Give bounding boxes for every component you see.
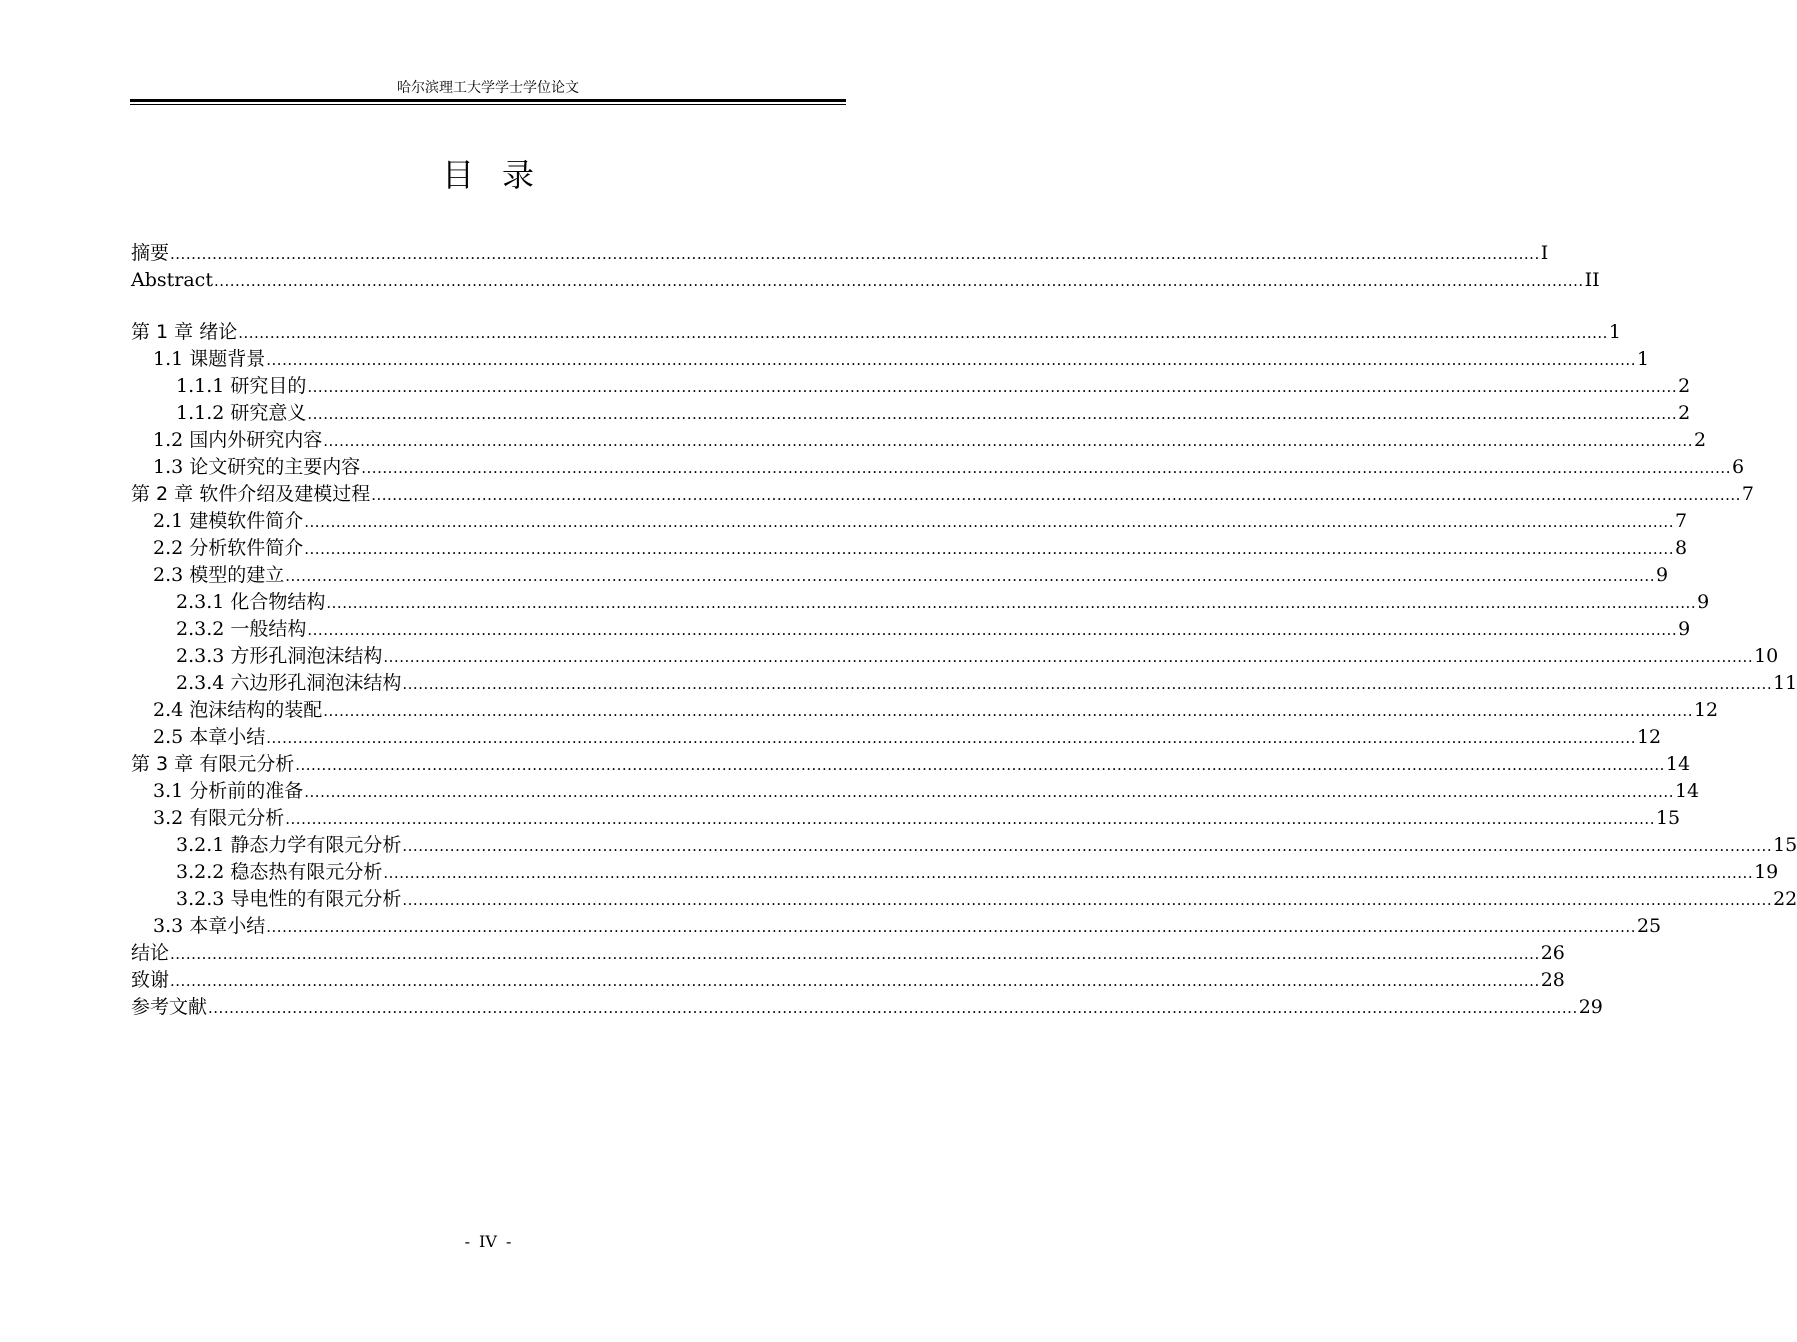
toc-entry-page: 9	[1697, 591, 1710, 613]
toc-entry-label: 3.2 有限元分析	[153, 807, 285, 829]
toc-dot-leader: ....................................................................................................................................................................................................................................................................	[295, 756, 1665, 774]
toc-entry-label: 2.4 泡沫结构的装配	[153, 699, 323, 721]
toc-entry-label: 2.5 本章小结	[153, 726, 266, 748]
toc-entry[interactable]	[131, 778, 1700, 805]
toc-dot-leader: ....................................................................................................................................................................................................................................................................	[304, 783, 1674, 801]
toc-entry[interactable]	[131, 805, 1681, 832]
toc-entry-label: 3.1 分析前的准备	[153, 780, 304, 802]
toc-dot-leader: ....................................................................................................................................................................................................................................................................	[323, 432, 1693, 450]
toc-entry-page: 9	[1655, 564, 1669, 586]
toc-dot-leader: ....................................................................................................................................................................................................................................................................	[238, 324, 1608, 342]
toc-dot-leader: ....................................................................................................................................................................................................................................................................	[361, 459, 1731, 477]
toc-entry-label: 3.3 本章小结	[153, 915, 266, 937]
toc-entry-label: Abstract	[131, 269, 213, 291]
toc-entry[interactable]	[131, 724, 1662, 751]
toc-entry-page: 19	[1754, 861, 1779, 883]
toc-entry-label: 2.3.4 六边形孔洞泡沫结构	[176, 672, 402, 694]
toc-dot-leader: ....................................................................................................................................................................................................................................................................	[266, 351, 1636, 369]
toc-entry-page: 14	[1665, 753, 1691, 775]
toc-entry-page: 26	[1540, 942, 1565, 964]
toc-dot-leader: ....................................................................................................................................................................................................................................................................	[170, 245, 1540, 263]
toc-entry-page: 12	[1693, 699, 1719, 721]
toc-entry-page: 2	[1693, 429, 1707, 451]
toc-entry[interactable]	[131, 859, 1779, 886]
toc-entry[interactable]	[131, 751, 1691, 778]
toc-entry[interactable]	[131, 427, 1707, 454]
toc-entry[interactable]	[131, 240, 1549, 267]
toc-dot-leader: ....................................................................................................................................................................................................................................................................	[208, 999, 1578, 1017]
toc-entry-label: 1.1.1 研究目的	[176, 375, 307, 397]
toc-entry-label: 第 2 章 软件介绍及建模过程	[131, 483, 371, 505]
toc-entry[interactable]	[131, 886, 1797, 913]
toc-dot-leader: ....................................................................................................................................................................................................................................................................	[402, 675, 1773, 693]
toc-entry-label: 摘要	[131, 242, 170, 264]
toc-entry-label: 参考文献	[131, 996, 208, 1018]
toc-entry-page: 15	[1655, 807, 1681, 829]
toc-dot-leader: ....................................................................................................................................................................................................................................................................	[383, 648, 1754, 666]
page-number: - IV -	[464, 1232, 512, 1251]
toc-entry-label: 致谢	[131, 969, 170, 991]
toc-entry-page: 7	[1674, 510, 1688, 532]
toc-dot-leader: ....................................................................................................................................................................................................................................................................	[170, 972, 1540, 990]
toc-dot-leader: ....................................................................................................................................................................................................................................................................	[371, 486, 1741, 504]
toc-entry-label: 3.2.3 导电性的有限元分析	[176, 888, 402, 910]
toc-entry-label: 3.2.2 稳态热有限元分析	[176, 861, 383, 883]
toc-entry-page: 12	[1636, 726, 1662, 748]
toc-entry-page: 10	[1754, 645, 1779, 667]
toc-entry-page: 11	[1773, 672, 1797, 694]
header-rule-thin	[130, 104, 846, 105]
toc-dot-leader: ....................................................................................................................................................................................................................................................................	[402, 837, 1773, 855]
toc-dot-leader: ....................................................................................................................................................................................................................................................................	[323, 702, 1693, 720]
toc-entry-page: 9	[1678, 618, 1691, 640]
toc-entry-label: 第 1 章 绪论	[131, 321, 238, 343]
toc-entry-label: 2.3 模型的建立	[153, 564, 285, 586]
toc-entry-label: 第 3 章 有限元分析	[131, 753, 295, 775]
toc-entry[interactable]	[131, 267, 1600, 294]
toc-entry[interactable]	[131, 319, 1622, 346]
toc-entry-label: 2.3.3 方形孔洞泡沫结构	[176, 645, 383, 667]
toc-entry-page: 15	[1773, 834, 1797, 856]
toc-entry[interactable]	[131, 967, 1565, 994]
toc-dot-leader: ....................................................................................................................................................................................................................................................................	[285, 567, 1655, 585]
toc-entry[interactable]	[131, 643, 1779, 670]
toc-entry-label: 结论	[131, 942, 170, 964]
toc-entry-label: 3.2.1 静态力学有限元分析	[176, 834, 402, 856]
toc-entry-page: 14	[1674, 780, 1700, 802]
toc-dot-leader: ....................................................................................................................................................................................................................................................................	[307, 378, 1678, 396]
toc-entry-label: 2.1 建模软件简介	[153, 510, 304, 532]
toc-dot-leader: ....................................................................................................................................................................................................................................................................	[326, 594, 1697, 612]
toc-dot-leader: ....................................................................................................................................................................................................................................................................	[266, 918, 1636, 936]
toc-entry[interactable]	[131, 481, 1755, 508]
toc-entry-page: 6	[1731, 456, 1745, 478]
toc-entry[interactable]	[131, 940, 1565, 967]
toc-entry-label: 1.1 课题背景	[153, 348, 266, 370]
toc-entry-page: 25	[1636, 915, 1662, 937]
table-of-contents	[131, 240, 1797, 1021]
toc-entry[interactable]	[131, 400, 1691, 427]
toc-entry-page: 7	[1741, 483, 1755, 505]
toc-entry-page: 1	[1636, 348, 1650, 370]
toc-dot-leader: ....................................................................................................................................................................................................................................................................	[383, 864, 1754, 882]
toc-entry[interactable]	[131, 454, 1745, 481]
toc-entry-page: 29	[1578, 996, 1603, 1018]
running-header: 哈尔滨理工大学学士学位论文	[397, 80, 579, 96]
toc-entry[interactable]	[131, 616, 1691, 643]
toc-entry[interactable]	[131, 670, 1797, 697]
toc-entry-label: 2.2 分析软件简介	[153, 537, 304, 559]
toc-entry[interactable]	[131, 994, 1603, 1021]
toc-entry-page: 1	[1608, 321, 1622, 343]
toc-entry[interactable]	[131, 508, 1688, 535]
toc-entry-page: 8	[1674, 537, 1688, 559]
toc-entry-label: 1.2 国内外研究内容	[153, 429, 323, 451]
toc-entry[interactable]	[131, 562, 1669, 589]
toc-dot-leader: ....................................................................................................................................................................................................................................................................	[307, 621, 1678, 639]
toc-entry[interactable]	[131, 697, 1719, 724]
toc-dot-leader: ....................................................................................................................................................................................................................................................................	[213, 272, 1584, 290]
toc-entry-label: 1.1.2 研究意义	[176, 402, 307, 424]
toc-entry[interactable]	[131, 832, 1797, 859]
header-rule-thick	[130, 99, 846, 102]
toc-entry-label: 2.3.1 化合物结构	[176, 591, 326, 613]
toc-entry-label: 2.3.2 一般结构	[176, 618, 307, 640]
toc-entry[interactable]	[131, 913, 1662, 940]
toc-entry-page: 2	[1678, 375, 1691, 397]
toc-entry-label: 1.3 论文研究的主要内容	[153, 456, 361, 478]
toc-entry[interactable]	[131, 589, 1710, 616]
toc-entry[interactable]	[131, 373, 1691, 400]
toc-entry-page: II	[1584, 269, 1600, 291]
toc-dot-leader: ....................................................................................................................................................................................................................................................................	[307, 405, 1678, 423]
toc-entry-page: 2	[1678, 402, 1691, 424]
toc-dot-leader: ....................................................................................................................................................................................................................................................................	[170, 945, 1540, 963]
toc-dot-leader: ....................................................................................................................................................................................................................................................................	[304, 540, 1674, 558]
toc-entry-page: 22	[1773, 888, 1797, 910]
toc-entry[interactable]	[131, 346, 1650, 373]
toc-title: 目录	[441, 156, 562, 194]
toc-dot-leader: ....................................................................................................................................................................................................................................................................	[285, 810, 1655, 828]
toc-entry-page: I	[1540, 242, 1549, 264]
toc-dot-leader: ....................................................................................................................................................................................................................................................................	[304, 513, 1674, 531]
toc-dot-leader: ....................................................................................................................................................................................................................................................................	[266, 729, 1636, 747]
toc-entry[interactable]	[131, 535, 1688, 562]
toc-dot-leader: ....................................................................................................................................................................................................................................................................	[402, 891, 1773, 909]
toc-entry-page: 28	[1540, 969, 1565, 991]
